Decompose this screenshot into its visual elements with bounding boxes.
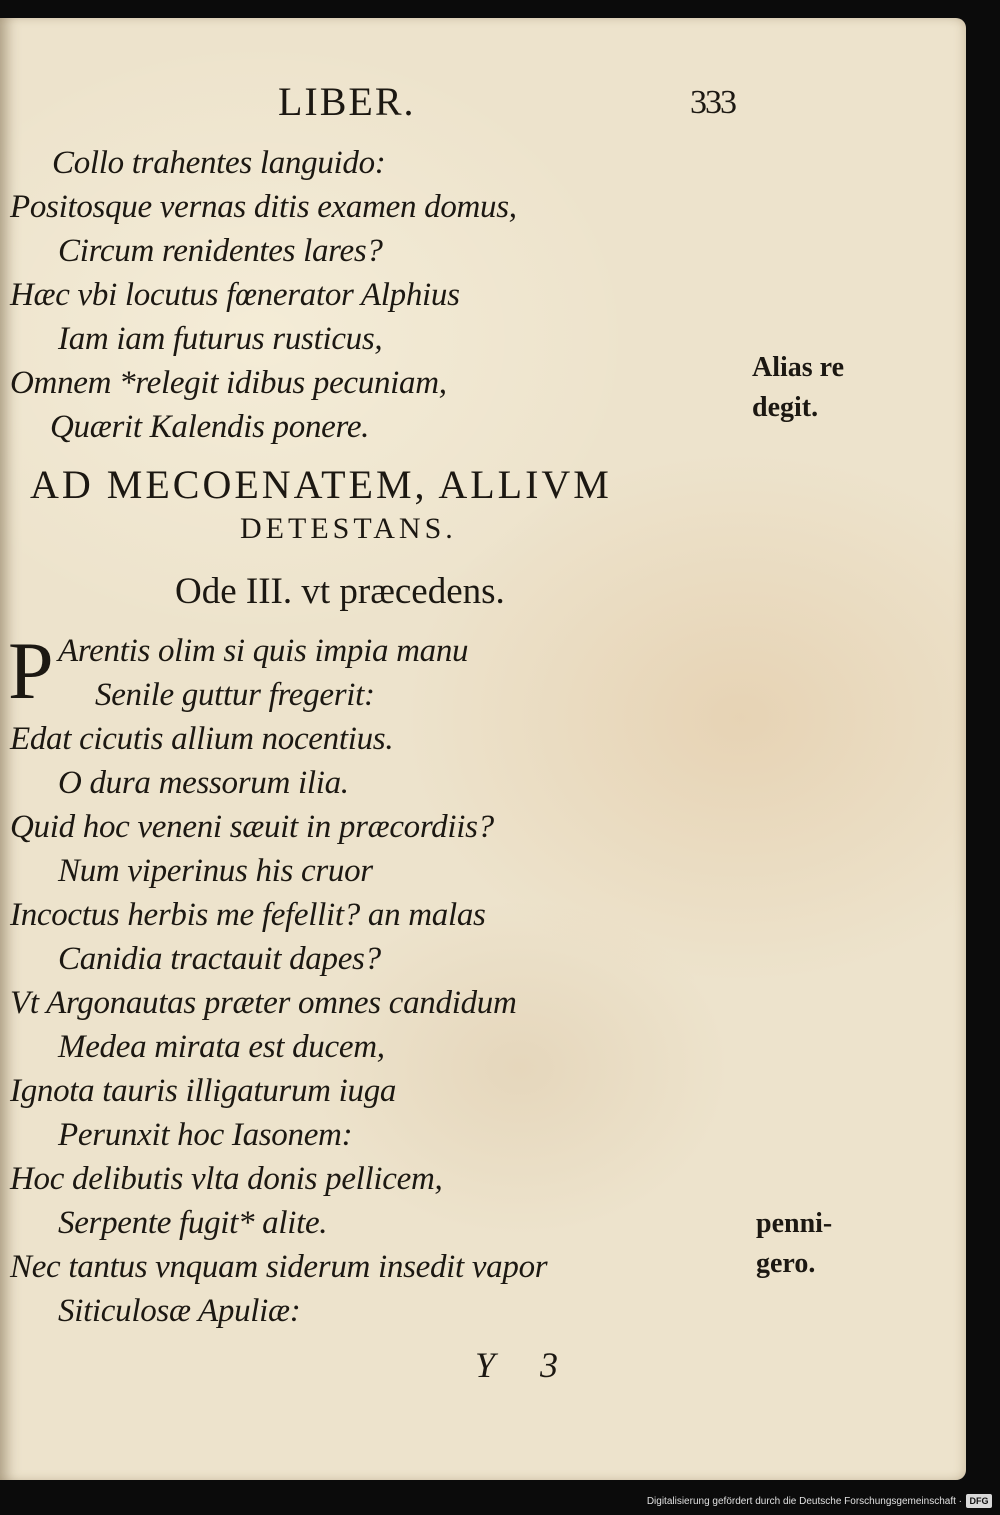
verse-line: Incoctus herbis me fefellit? an malas bbox=[10, 897, 486, 933]
margin-note bbox=[756, 1204, 832, 1284]
verse-line: O dura messorum ilia. bbox=[58, 765, 349, 801]
verse-line: Hoc delibutis vlta donis pellicem, bbox=[10, 1161, 443, 1197]
ode-heading: AD MECOENATEM, ALLIVM bbox=[30, 462, 612, 507]
running-head: LIBER. bbox=[278, 79, 416, 124]
verse-line: Serpente fugit* alite. bbox=[58, 1205, 328, 1241]
margin-note-line: degit. bbox=[752, 392, 819, 423]
drop-cap: P bbox=[8, 625, 54, 716]
verse-line: Quid hoc veneni sæuit in præcordiis? bbox=[10, 809, 494, 845]
page-number: 333 bbox=[690, 84, 735, 121]
verse-line: Edat cicutis allium nocentius. bbox=[10, 721, 394, 757]
verse-line: Circum renidentes lares? bbox=[58, 233, 383, 269]
verse-line: Num viperinus his cruor bbox=[58, 853, 373, 889]
verse-line: Collo trahentes languido: bbox=[52, 145, 386, 181]
dfg-logo-icon: DFG bbox=[966, 1494, 992, 1508]
book-page bbox=[0, 18, 966, 1480]
verse-line: Medea mirata est ducem, bbox=[58, 1029, 385, 1065]
margin-note-line: gero. bbox=[756, 1248, 816, 1279]
digitization-credit: Digitalisierung gefördert durch die Deutsche Forschungsgemeinschaft · bbox=[646, 1496, 962, 1507]
verse-line: Vt Argonautas præter omnes candidum bbox=[10, 985, 517, 1021]
margin-note bbox=[752, 348, 844, 428]
verse-line: Senile guttur fregerit: bbox=[95, 677, 375, 713]
ode-meter-line: Ode III. vt præcedens. bbox=[175, 571, 505, 612]
verse-line: Hæc vbi locutus fœnerator Alphius bbox=[10, 277, 460, 313]
ode-subheading: DETESTANS. bbox=[240, 512, 457, 545]
verse-line: Positosque vernas ditis examen domus, bbox=[10, 189, 517, 225]
verse-line: Ignota tauris illigaturum iuga bbox=[10, 1073, 397, 1109]
margin-note-line: Alias re bbox=[752, 352, 845, 383]
verse-line: Omnem *relegit idibus pecuniam, bbox=[10, 365, 447, 401]
signature-mark: Y 3 bbox=[475, 1345, 577, 1385]
verse-line: Perunxit hoc Iasonem: bbox=[58, 1117, 353, 1153]
verse-line: Arentis olim si quis impia manu bbox=[58, 633, 469, 669]
margin-note-line: penni- bbox=[756, 1208, 833, 1239]
verse-line: Quærit Kalendis ponere. bbox=[50, 409, 370, 445]
verse-line: Siticulosæ Apuliæ: bbox=[58, 1293, 301, 1329]
verse-line: Nec tantus vnquam siderum insedit vapor bbox=[10, 1249, 548, 1285]
verse-line: Canidia tractauit dapes? bbox=[58, 941, 381, 977]
verse-line: Iam iam futurus rusticus, bbox=[58, 321, 383, 357]
